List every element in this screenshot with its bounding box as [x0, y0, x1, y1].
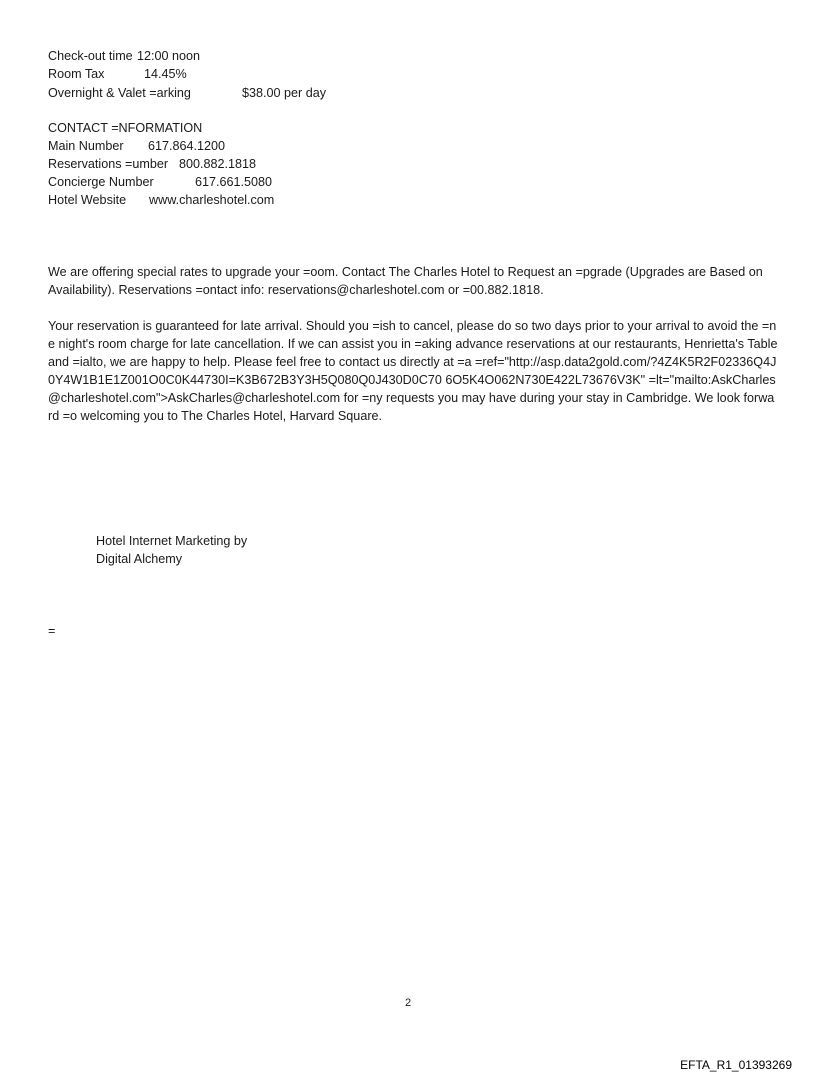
- contact-heading: CONTACT =NFORMATION: [48, 121, 203, 135]
- main-number-row: [48, 137, 225, 155]
- main-number-value: 617.864.1200: [148, 139, 226, 153]
- room-tax-label: Room Tax: [48, 67, 105, 81]
- marketing-line-2: Digital Alchemy: [96, 552, 183, 566]
- concierge-number-value: 617.661.5080: [195, 175, 273, 189]
- hotel-website-value: www.charleshotel.com: [149, 193, 275, 207]
- hotel-website-row: [48, 191, 274, 209]
- concierge-number-label: Concierge Number: [48, 175, 154, 189]
- reservation-paragraph: Your reservation is guaranteed for late arrival. Should you =ish to cancel, please do so two days prior to your arrival to avoid the =ne night's room charge for late cancellation. If we can assist you in =aking advance reservations at our restaurants, Henrietta's Table and =ialto, we are happy to help. Please feel free to contact us directly at =a =ref="http://asp.data2gold.com/?4Z4K5R2F02336Q4J0Y4W1B1E1Z001O0C0K44730I=K3B672B3Y3H5Q080Q0J430D0C70 6O5K4O062N730E422L73676V3K" =lt="mailto:AskCharles@charleshotel.com">AskCharles@charleshotel.com for =ny requests you may have during your stay in Cambridge. We look forward =o welcoming you to The Charles Hotel, Harvard Square.: [48, 319, 778, 423]
- hotel-website-label: Hotel Website: [48, 193, 127, 207]
- main-number-label: Main Number: [48, 139, 124, 153]
- checkout-row: [48, 47, 200, 65]
- marketing-line-1: Hotel Internet Marketing by: [96, 534, 248, 548]
- parking-row: [48, 84, 326, 102]
- document-id: EFTA_R1_01393269: [680, 1058, 792, 1072]
- reservations-number-value: 800.882.1818: [179, 157, 257, 171]
- checkout-value: 12:00 noon: [137, 49, 201, 63]
- reservations-number-row: [48, 155, 256, 173]
- upgrade-paragraph: We are offering special rates to upgrade your =oom. Contact The Charles Hotel to Request an =pgrade (Upgrades are Based on Availability). Reservations =ontact info: reservations@charleshotel.com or =00.882.1818.: [48, 265, 763, 297]
- stray-equals-mark: =: [48, 624, 56, 638]
- page-number: 2: [404, 997, 412, 1009]
- room-tax-row: [48, 65, 187, 83]
- reservations-number-label: Reservations =umber: [48, 157, 169, 171]
- room-tax-value: 14.45%: [144, 67, 187, 81]
- checkout-label: Check-out time: [48, 49, 133, 63]
- concierge-number-row: [48, 173, 272, 191]
- parking-label: Overnight & Valet =arking: [48, 86, 191, 100]
- parking-value: $38.00 per day: [242, 86, 327, 100]
